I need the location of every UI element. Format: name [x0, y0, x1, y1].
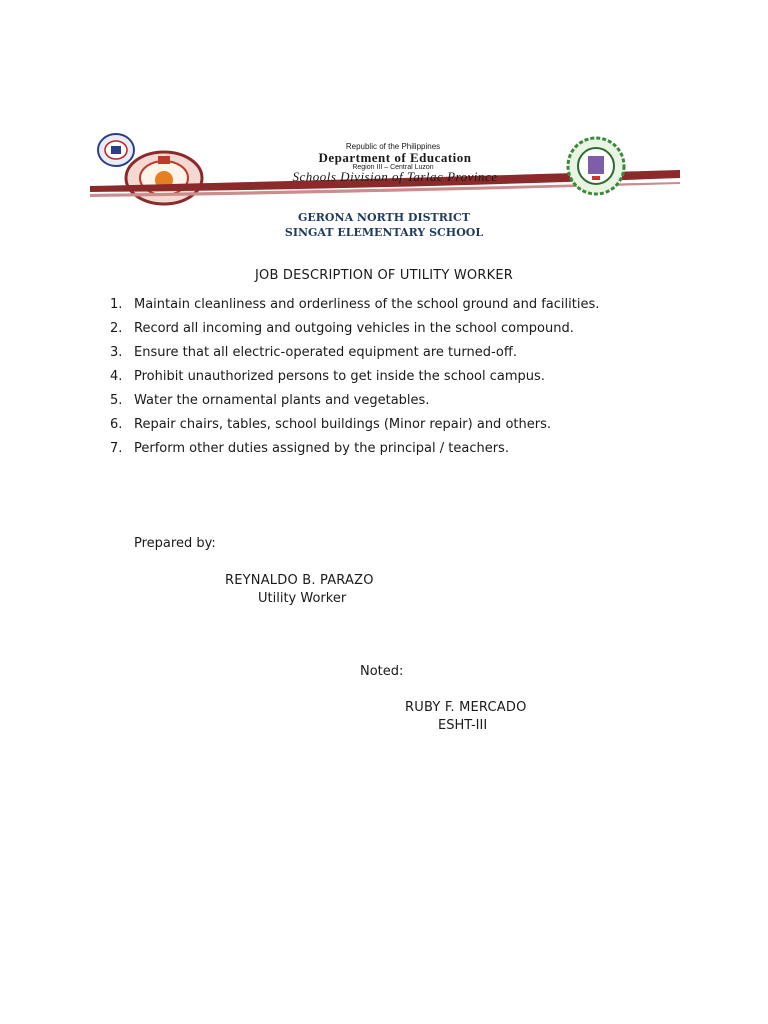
school-name: SINGAT ELEMENTARY SCHOOL: [284, 226, 484, 239]
list-item: [110, 416, 670, 440]
item-number: 2.: [110, 321, 123, 336]
item-number: 4.: [110, 369, 123, 384]
division-line: Schools Division of Tarlac Province: [292, 169, 498, 184]
list-item: [110, 440, 670, 464]
preparer-title: Utility Worker: [258, 591, 347, 606]
noter-title: ESHT-III: [438, 718, 488, 733]
preparer-name: REYNALDO B. PARAZO: [225, 573, 374, 588]
item-text: Prohibit unauthorized persons to get inside the school campus.: [134, 369, 545, 384]
item-number: 1.: [110, 297, 123, 312]
item-number: 3.: [110, 345, 123, 360]
item-text: Maintain cleanliness and orderliness of the school ground and facilities.: [134, 297, 600, 312]
noter-name: RUBY F. MERCADO: [405, 700, 527, 715]
item-number: 7.: [110, 441, 123, 456]
school-seal-logo: [566, 136, 626, 196]
list-item: [110, 344, 670, 368]
item-number: 5.: [110, 393, 123, 408]
item-text: Repair chairs, tables, school buildings (Minor repair) and others.: [134, 417, 551, 432]
prepared-by-label: Prepared by:: [134, 536, 216, 551]
district-name: GERONA NORTH DISTRICT: [298, 211, 470, 224]
document-title: JOB DESCRIPTION OF UTILITY WORKER: [255, 268, 513, 283]
list-item: [110, 296, 670, 320]
list-item: [110, 368, 670, 392]
department-line: Department of Education: [318, 150, 472, 165]
noted-label: Noted:: [360, 664, 404, 679]
duties-list: [110, 296, 670, 464]
item-text: Ensure that all electric-operated equipment are turned-off.: [134, 345, 517, 360]
list-item: [110, 320, 670, 344]
letterhead: [90, 128, 680, 198]
item-text: Perform other duties assigned by the principal / teachers.: [134, 441, 509, 456]
item-text: Water the ornamental plants and vegetables.: [134, 393, 430, 408]
item-text: Record all incoming and outgoing vehicles in the school compound.: [134, 321, 574, 336]
republic-line: Republic of the Philippines: [345, 142, 441, 151]
list-item: [110, 392, 670, 416]
region-line: Region III – Central Luzon: [352, 164, 434, 171]
item-number: 6.: [110, 417, 123, 432]
